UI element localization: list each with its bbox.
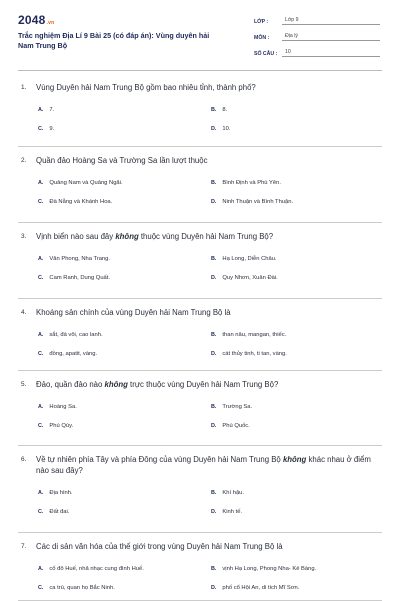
question-text-part: Về tự nhiên phía Tây và phía Đông của vùng Duyên hải Nam Trung Bộ	[36, 455, 283, 464]
option-text: 10.	[222, 126, 231, 132]
option-letter: D.	[211, 199, 217, 205]
option-text: vịnh Hạ Long, Phong Nha- Kẻ Bàng.	[222, 566, 317, 572]
answer-options	[18, 332, 382, 357]
answer-option[interactable]	[38, 275, 211, 281]
option-text: phố cổ Hội An, di tích Mĩ Sơn.	[222, 585, 300, 591]
option-letter: C.	[38, 509, 44, 515]
option-text: Bình Định và Phú Yên.	[222, 180, 281, 186]
question-text-part: Quần đảo Hoàng Sa và Trường Sa lần lượt thuộc	[36, 156, 208, 165]
meta-label: SỐ CÂU :	[254, 51, 278, 57]
answer-options	[18, 566, 382, 591]
question-text-part: Vùng Duyên hải Nam Trung Bộ gồm bao nhiêu tỉnh, thành phố?	[36, 83, 256, 92]
answer-options	[18, 256, 382, 281]
question-text	[18, 231, 382, 242]
question-text	[18, 541, 382, 552]
answer-option[interactable]	[38, 585, 211, 591]
question-text-part: thuộc vùng Duyên hải Nam Trung Bộ?	[138, 232, 274, 241]
option-text: 9.	[49, 126, 55, 132]
option-text: Khí hậu.	[222, 490, 245, 496]
option-text: Hoàng Sa.	[49, 404, 77, 410]
answer-options	[18, 180, 382, 205]
option-letter: B.	[211, 332, 217, 338]
question-text-part: Đảo, quần đảo nào	[36, 380, 105, 389]
option-letter: C.	[38, 351, 44, 357]
option-text: Địa hình.	[49, 490, 73, 496]
meta-row-class	[254, 13, 380, 25]
answer-option[interactable]	[38, 423, 211, 429]
question-text	[18, 155, 382, 166]
answer-options	[18, 107, 382, 132]
answer-option[interactable]	[38, 332, 211, 338]
option-letter: A.	[38, 107, 44, 113]
answer-option[interactable]	[38, 199, 211, 205]
answer-options	[18, 404, 382, 429]
question-number: 2.	[21, 157, 27, 164]
logo-suffix: .vn	[46, 20, 55, 26]
option-text: Cam Ranh, Dung Quất.	[49, 275, 110, 281]
quiz-meta	[254, 13, 380, 61]
question-text	[18, 454, 382, 476]
question-emphasis: không	[282, 455, 307, 464]
question-number: 5.	[21, 381, 27, 388]
option-text: Quảng Nam và Quảng Ngãi.	[49, 180, 123, 186]
question-emphasis: không	[104, 380, 128, 389]
option-text: Vân Phong, Nha Trang.	[49, 256, 110, 262]
answer-option[interactable]	[211, 566, 382, 572]
question-text	[18, 82, 382, 93]
option-text: Quy Nhơn, Xuân Đài.	[222, 275, 278, 281]
option-letter: C.	[38, 199, 44, 205]
meta-value: Lớp 9	[282, 17, 380, 25]
option-letter: A.	[38, 256, 44, 262]
header-divider	[18, 70, 382, 71]
option-text: Đất đai.	[49, 509, 70, 515]
answer-option[interactable]	[211, 332, 382, 338]
option-text: ca trù, quan họ Bắc Ninh.	[49, 585, 115, 591]
answer-option[interactable]	[211, 404, 382, 410]
answer-option[interactable]	[211, 490, 382, 496]
option-letter: D.	[211, 126, 217, 132]
answer-option[interactable]	[38, 107, 211, 113]
option-letter: A.	[38, 404, 44, 410]
meta-row-subject	[254, 29, 380, 41]
question-number: 1.	[21, 84, 27, 91]
answer-option[interactable]	[211, 180, 382, 186]
question-5	[18, 371, 382, 446]
question-1	[18, 74, 382, 147]
question-6	[18, 446, 382, 533]
site-logo[interactable]: 2048.vn	[18, 13, 55, 27]
answer-option[interactable]	[211, 107, 382, 113]
option-letter: B.	[211, 107, 217, 113]
option-text: Phú Qúy.	[49, 423, 74, 429]
question-emphasis: không	[115, 232, 139, 241]
answer-option[interactable]	[211, 126, 382, 132]
option-text: Trường Sa.	[222, 404, 253, 410]
option-text: Phú Quốc.	[222, 423, 250, 429]
question-text	[18, 307, 382, 318]
answer-option[interactable]	[211, 509, 382, 515]
answer-option[interactable]	[211, 351, 382, 357]
option-letter: B.	[211, 256, 217, 262]
question-text	[18, 379, 382, 390]
option-text: Kinh tế.	[222, 509, 243, 515]
answer-option[interactable]	[38, 180, 211, 186]
option-letter: D.	[211, 351, 217, 357]
question-text-part: Các di sản văn hóa của thế giới trong vùng Duyên hải Nam Trung Bộ là	[36, 542, 283, 551]
option-letter: D.	[211, 275, 217, 281]
meta-label: MÔN :	[254, 35, 270, 41]
option-letter: C.	[38, 126, 44, 132]
option-letter: A.	[38, 332, 44, 338]
option-letter: B.	[211, 404, 217, 410]
option-text: 7.	[49, 107, 55, 113]
answer-option[interactable]	[38, 351, 211, 357]
option-letter: C.	[38, 275, 44, 281]
option-letter: D.	[211, 423, 217, 429]
question-list	[18, 74, 382, 601]
option-text: cố đô Huế, nhã nhạc cung đình Huế.	[49, 566, 144, 572]
question-text-part: trực thuộc vùng Duyên hải Nam Trung Bộ?	[127, 380, 279, 389]
question-text-part: Vịnh biển nào sau đây	[36, 232, 116, 241]
answer-option[interactable]	[38, 490, 211, 496]
answer-option[interactable]	[211, 256, 382, 262]
question-7	[18, 533, 382, 601]
option-text: Ninh Thuận và Bình Thuận.	[222, 199, 294, 205]
answer-option[interactable]	[211, 199, 382, 205]
question-text-part: khác nhau ở điểm nào sau đây?	[36, 455, 371, 475]
question-number: 6.	[21, 456, 27, 463]
option-letter: A.	[38, 180, 44, 186]
option-letter: A.	[38, 566, 44, 572]
answer-option[interactable]	[211, 275, 382, 281]
question-3	[18, 223, 382, 299]
question-number: 3.	[21, 233, 27, 240]
option-text: than nâu, mangan, thiếc.	[222, 332, 287, 338]
answer-option[interactable]	[38, 126, 211, 132]
meta-value: Địa lý	[282, 33, 380, 41]
answer-options	[18, 490, 382, 515]
question-4	[18, 299, 382, 371]
answer-option[interactable]	[38, 566, 211, 572]
question-text-part: Khoáng sản chính của vùng Duyên hải Nam Trung Bộ là	[36, 308, 231, 317]
meta-row-count	[254, 45, 380, 57]
option-text: Đà Nẵng và Khánh Hoa.	[49, 199, 113, 205]
answer-option[interactable]	[38, 509, 211, 515]
option-text: 8.	[222, 107, 228, 113]
option-letter: C.	[38, 585, 44, 591]
answer-option[interactable]	[38, 256, 211, 262]
option-text: cát thủy tinh, ti tan, vàng.	[222, 351, 287, 357]
header	[0, 0, 400, 72]
page-title: Trắc nghiệm Địa Lí 9 Bài 25 (có đáp án): Vùng duyên hải Nam Trung Bộ	[18, 31, 210, 50]
option-text: đồng, apatit, vàng.	[49, 351, 98, 357]
option-letter: D.	[211, 585, 217, 591]
answer-option[interactable]	[211, 585, 382, 591]
question-number: 4.	[21, 309, 27, 316]
option-letter: D.	[211, 509, 217, 515]
option-letter: B.	[211, 180, 217, 186]
option-letter: C.	[38, 423, 44, 429]
meta-value: 10	[282, 49, 380, 57]
option-letter: A.	[38, 490, 44, 496]
answer-option[interactable]	[211, 423, 382, 429]
question-2	[18, 147, 382, 223]
option-letter: B.	[211, 566, 217, 572]
option-text: sắt, đá vôi, cao lanh.	[49, 332, 103, 338]
question-number: 7.	[21, 543, 27, 550]
answer-option[interactable]	[38, 404, 211, 410]
option-text: Hạ Long, Diễn Châu.	[222, 256, 277, 262]
meta-label: LỚP :	[254, 19, 269, 25]
option-letter: B.	[211, 490, 217, 496]
